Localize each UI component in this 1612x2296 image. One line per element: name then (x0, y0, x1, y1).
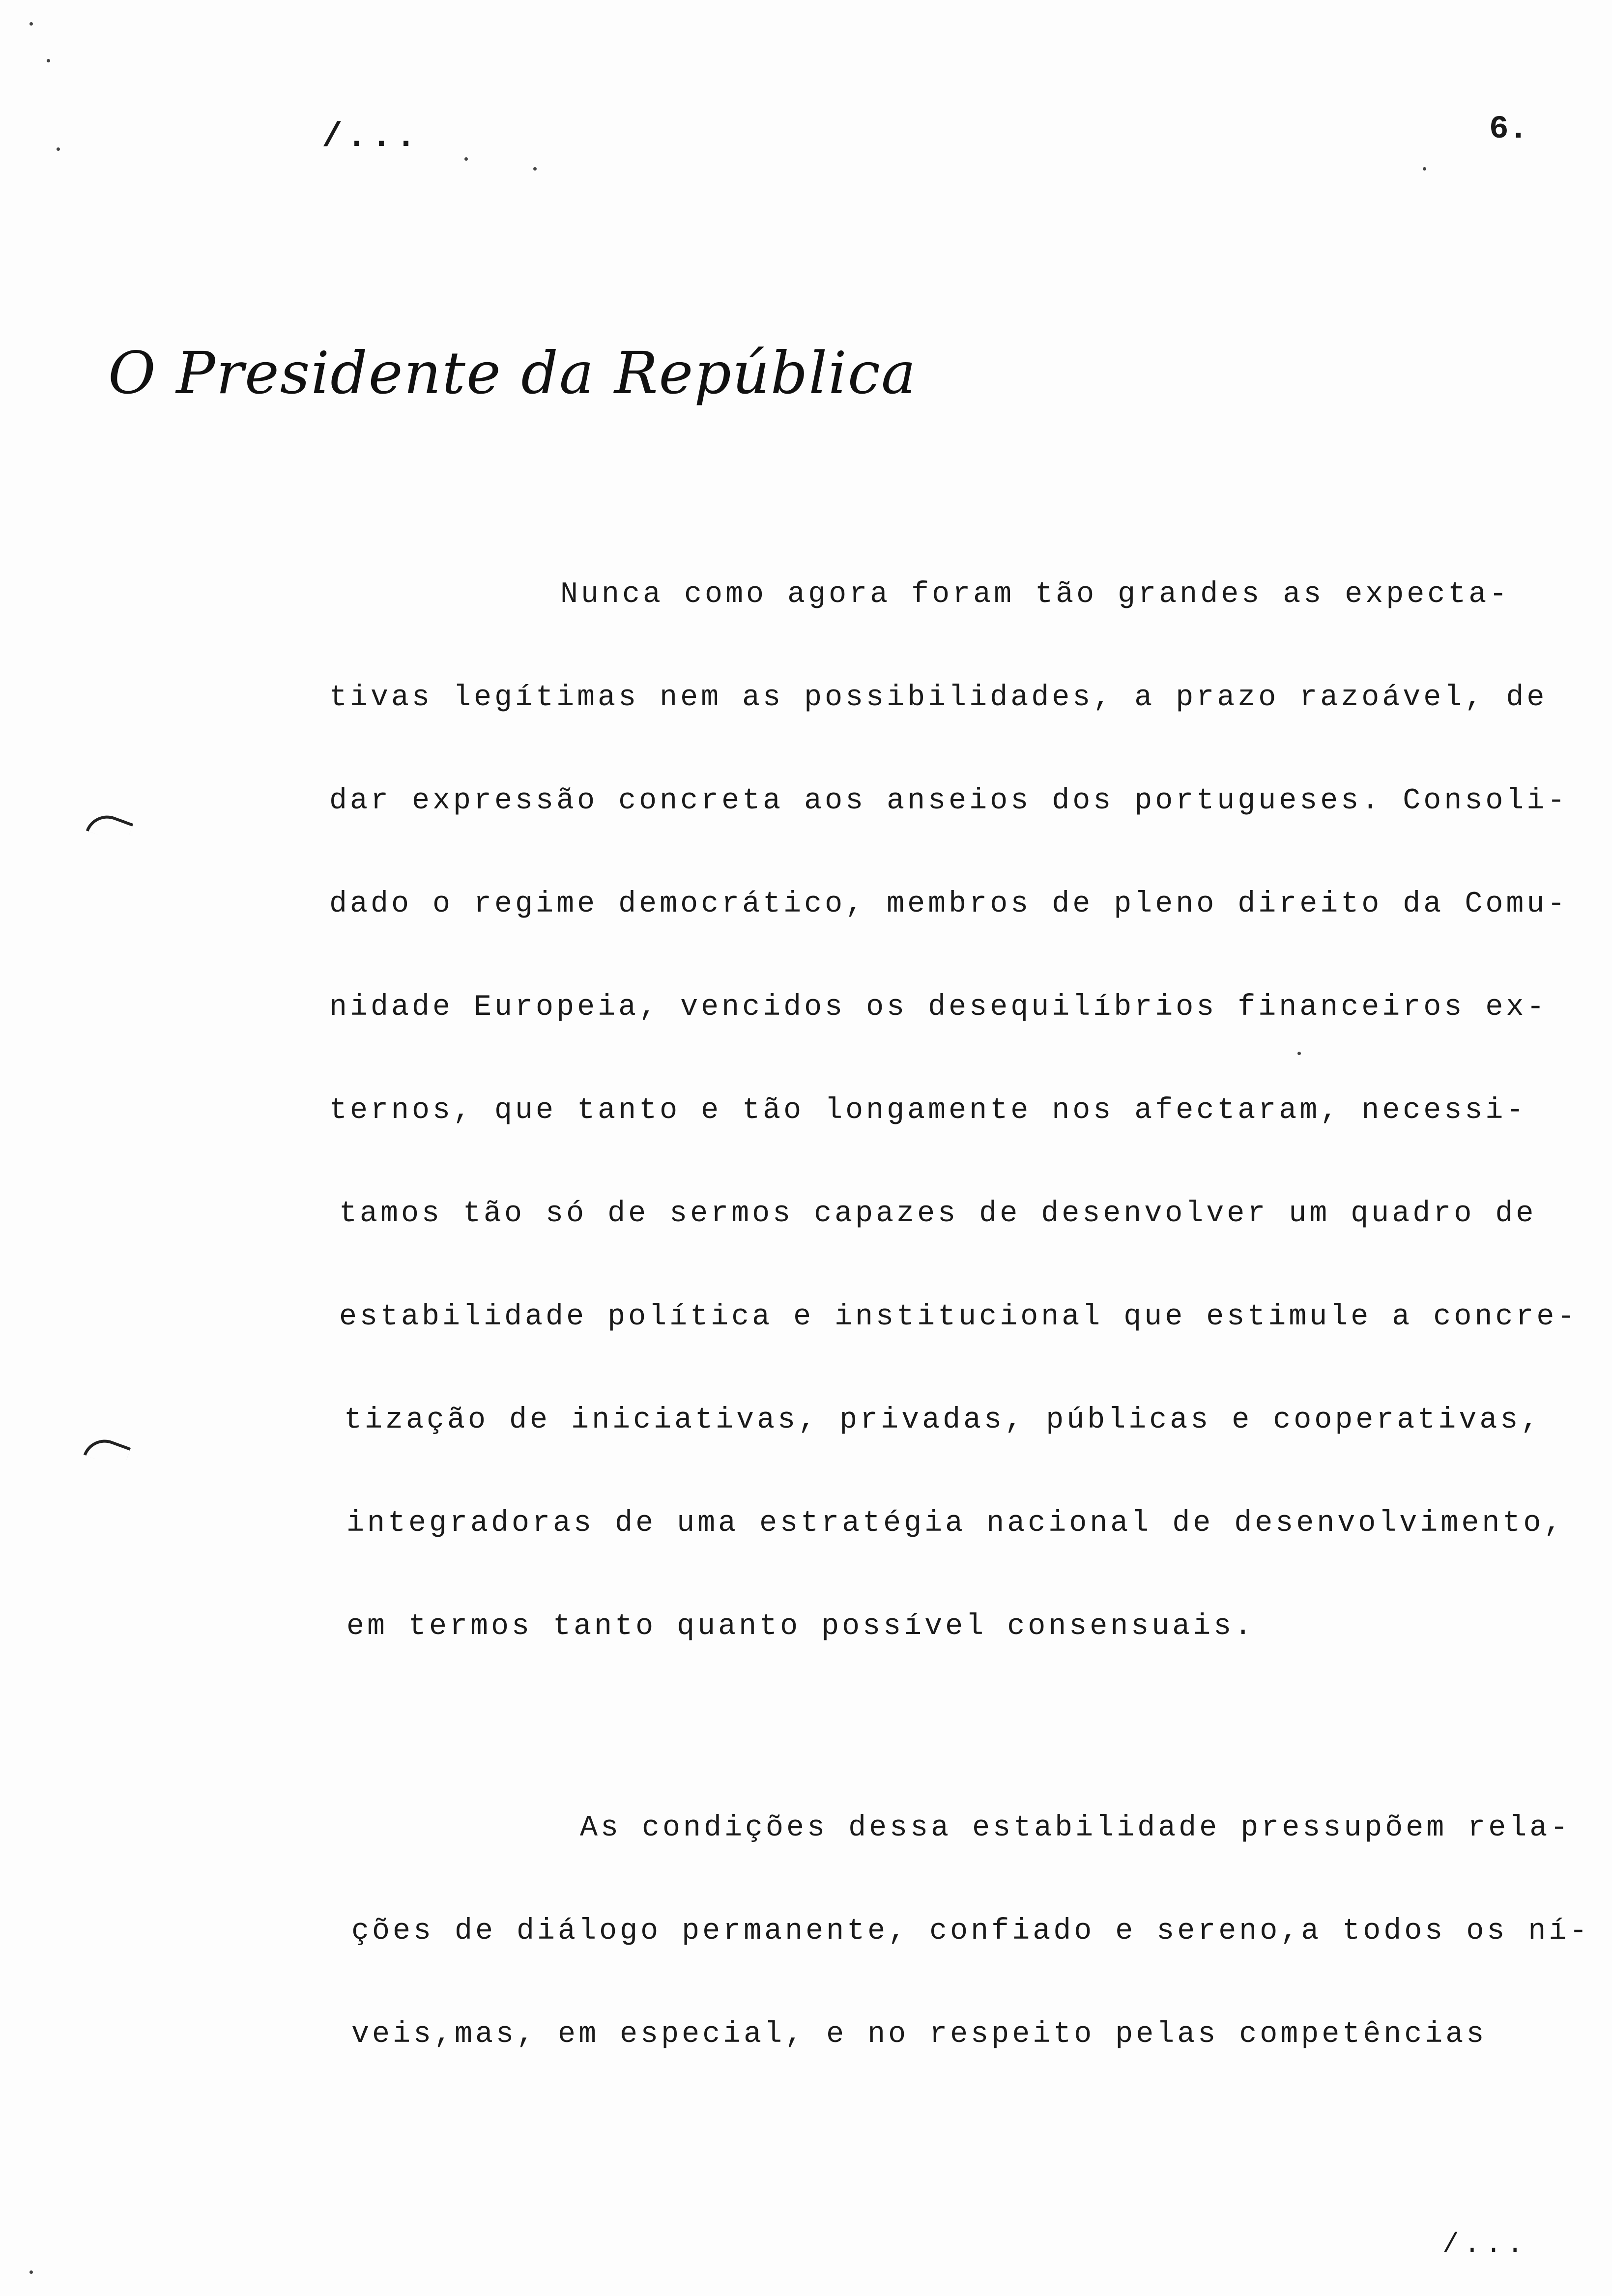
scan-speck (464, 157, 468, 161)
paragraph-1-line-3: dar expressão concreta aos anseios dos portugueses. Consoli- (329, 784, 1568, 818)
paragraph-1-line-1: Nunca como agora foram tão grandes as expecta- (560, 578, 1510, 611)
scan-speck (57, 147, 60, 151)
paragraph-1-line-4: dado o regime democrático, membros de pleno direito da Comu- (329, 888, 1568, 921)
paragraph-1-line-5: nidade Europeia, vencidos os desequilíbrios financeiros ex- (329, 991, 1548, 1024)
paragraph-1-line-7: tamos tão só de sermos capazes de desenvolver um quadro de (339, 1197, 1537, 1231)
paragraph-2-line-2: ções de diálogo permanente, confiado e sereno,a todos os ní- (351, 1915, 1590, 1948)
scan-speck (29, 2270, 33, 2274)
scan-speck (533, 167, 537, 171)
paragraph-1-line-8: estabilidade política e institucional que estimule a concre- (339, 1300, 1578, 1334)
paragraph-1-line-2: tivas legítimas nem as possibilidades, a prazo razoável, de (329, 681, 1548, 715)
scan-speck (1297, 1052, 1301, 1055)
scan-speck (29, 22, 33, 26)
scan-speck (1423, 167, 1426, 171)
header-continuation-mark: /... (322, 118, 421, 157)
footer-continuation-mark: /... (1442, 2229, 1528, 2260)
scan-speck (47, 59, 50, 62)
paragraph-1-line-9: tização de iniciativas, privadas, públicas e cooperativas, (344, 1404, 1542, 1437)
page-number: 6. (1489, 111, 1528, 147)
paragraph-1-line-10: integradoras de uma estratégia nacional de desenvolvimento, (346, 1507, 1565, 1540)
letterhead-signature-script: O Presidente da República (108, 339, 917, 407)
paragraph-2-line-1: As condições dessa estabilidade pressupõem rela- (580, 1811, 1571, 1845)
paragraph-2-line-3: veis,mas, em especial, e no respeito pelas competências (351, 2018, 1487, 2051)
paragraph-1-line-11: em termos tanto quanto possível consensuais. (346, 1610, 1255, 1643)
paragraph-1-line-6: ternos, que tanto e tão longamente nos afectaram, necessi- (329, 1094, 1527, 1127)
